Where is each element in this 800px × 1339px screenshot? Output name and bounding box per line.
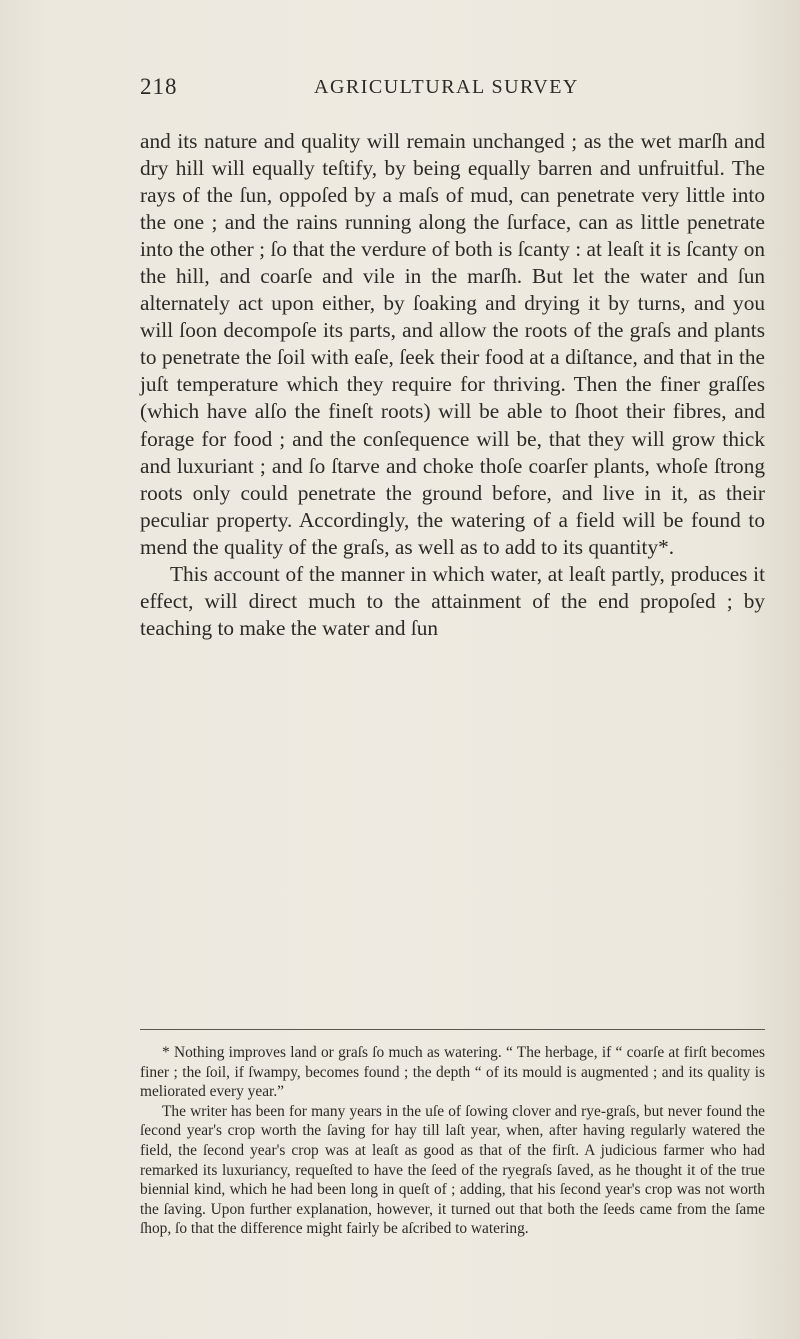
page-number: 218	[140, 74, 178, 99]
page-header	[140, 74, 700, 104]
body-paragraph: This account of the manner in which water, at leaſt partly, produces it effect, will direct much to the attainment of the end propoſed ; by teaching to make the water and ſun	[140, 561, 765, 640]
footnote-paragraph: * Nothing improves land or graſs ſo much as watering. “ The herbage, if “ coarſe at firſt becomes finer ; the ſoil, if ſwampy, becomes found ; the depth “ of its mould is augmented ; and its quality is meliorated every year.”	[140, 1044, 765, 1101]
footnote-rule	[140, 1029, 765, 1030]
footnote	[140, 1043, 765, 1239]
footnote-paragraph: The writer has been for many years in the uſe of ſowing clover and rye-graſs, but never found the ſecond year's crop worth the ſaving for hay till laſt year, when, after having regularly watered the field, the ſecond year's crop was at leaſt as good as that of the firſt. A judicious farmer who had remarked its luxuriancy, requeſted to have the ſeed of the ryegraſs ſaved, as he thought it of the true biennial kind, which he had been long in queſt of ; adding, that his ſecond year's crop was not worth the ſaving. Upon further explanation, however, it turned out that both the ſeeds came from the ſame ſhop, ſo that the difference might fairly be aſcribed to watering.	[140, 1102, 765, 1238]
body-paragraph: and its nature and quality will remain unchanged ; as the wet marſh and dry hill will equally teſtify, by being equally barren and unfruitful. The rays of the ſun, oppoſed by a maſs of mud, can penetrate very little into the one ; and the rains running along the ſurface, can as little penetrate into the other ; ſo that the verdure of both is ſcanty : at leaſt it is ſcanty on the hill, and coarſe and vile in the marſh. But let the water and ſun alternately act upon either, by ſoaking and drying it by turns, and you will ſoon decompoſe its parts, and allow the roots of the graſs and plants to penetrate the ſoil with eaſe, ſeek their food at a diſtance, and that in the juſt temperature which they require for thriving. Then the finer graſſes (which have alſo the fineſt roots) will be able to ſhoot their fibres, and forage for food ; and the conſequence will be, that they will grow thick and luxuriant ; and ſo ſtarve and choke thoſe coarſer plants, whoſe ſtrong roots only could penetrate the ground before, and live in it, as their peculiar property. Accordingly, the watering of a field will be found to mend the quality of the graſs, as well as to add to its quantity*.	[140, 129, 765, 559]
running-head: AGRICULTURAL SURVEY	[314, 76, 579, 98]
main-text	[140, 128, 765, 642]
